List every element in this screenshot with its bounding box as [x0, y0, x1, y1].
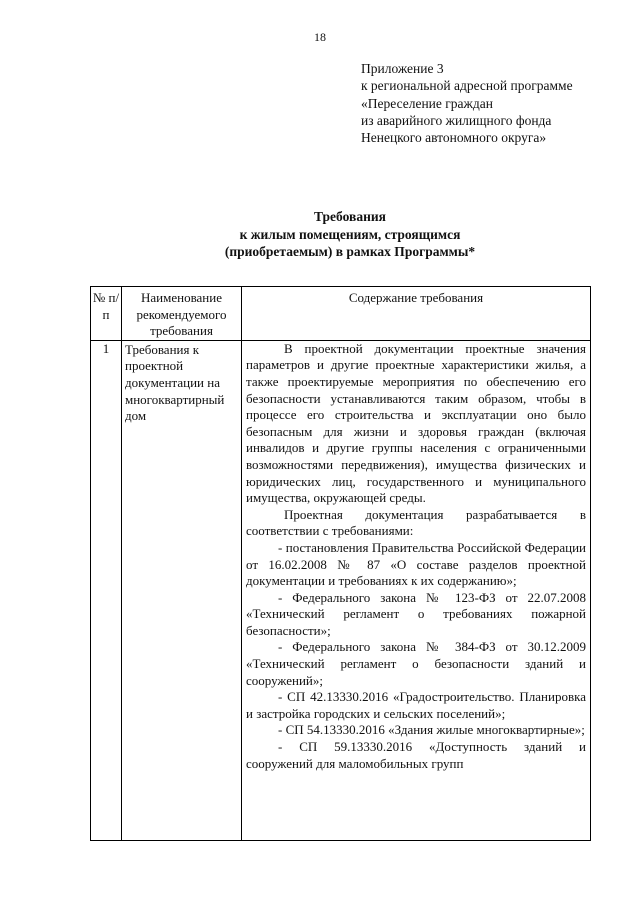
- annex-line: Ненецкого автономного округа»: [361, 130, 547, 146]
- content-paragraph: Проектная документация разрабатывается в соответствии с требованиями:: [246, 506, 586, 539]
- annex-block: [361, 60, 573, 146]
- requirement-item: - Федерального закона № 384-ФЗ от 30.12.2009 «Технический регламент о безопасности зданий и сооружений»;: [246, 639, 586, 688]
- heading-line: к жилым помещениям, строящимся: [239, 226, 461, 242]
- annex-line: «Переселение граждан: [361, 95, 493, 111]
- header-content: Содержание требования: [242, 287, 591, 341]
- heading-title: Требования: [314, 209, 386, 224]
- row-number: 1: [91, 340, 122, 840]
- page-number: 18: [314, 30, 326, 44]
- row-content: [242, 340, 591, 840]
- requirements-table: [90, 286, 591, 841]
- header-name: Наименование рекомендуемого требования: [122, 287, 242, 341]
- document-heading: [0, 208, 640, 261]
- annex-line: из аварийного жилищного фонда: [361, 112, 552, 128]
- row-name: Требования к проектной документации на многоквартирный дом: [122, 340, 242, 840]
- table-row: [91, 340, 591, 840]
- annex-line: к региональной адресной программе: [361, 78, 573, 94]
- requirement-item: - Федерального закона № 123-ФЗ от 22.07.2008 «Технический регламент о требованиях пожарной безопасности»;: [246, 589, 586, 638]
- requirement-item: - СП 42.13330.2016 «Градостроительство. Планировка и застройка городских и сельских поселений»;: [246, 689, 586, 721]
- content-paragraph: В проектной документации проектные значения параметров и другие проектные характеристики жилья, а также проектируемые мероприятия по обеспечению его безопасности устанавливаются таким образом, чтобы в процессе его строительства и эксплуатации оно было безопасным для жизни и здоровья граждан (включая инвалидов и другие группы населения с ограниченными возможностями передвижения), имущества физических и юридических лиц, государственного и муниципального имущества, окружающей среды.: [246, 340, 586, 506]
- heading-line: (приобретаемым) в рамках Программы*: [224, 244, 476, 259]
- header-number: № п/п: [91, 287, 122, 341]
- table-header-row: [91, 287, 591, 341]
- requirement-item: - СП 54.13330.2016 «Здания жилые многоквартирные»;: [278, 722, 585, 738]
- requirement-item: - постановления Правительства Российской Федерации от 16.02.2008 № 87 «О составе разделов проектной документации и требованиях к их содержанию»;: [246, 539, 586, 589]
- requirement-item: - СП 59.13330.2016 «Доступность зданий и сооружений для маломобильных групп: [246, 739, 586, 771]
- annex-line: Приложение 3: [361, 61, 444, 76]
